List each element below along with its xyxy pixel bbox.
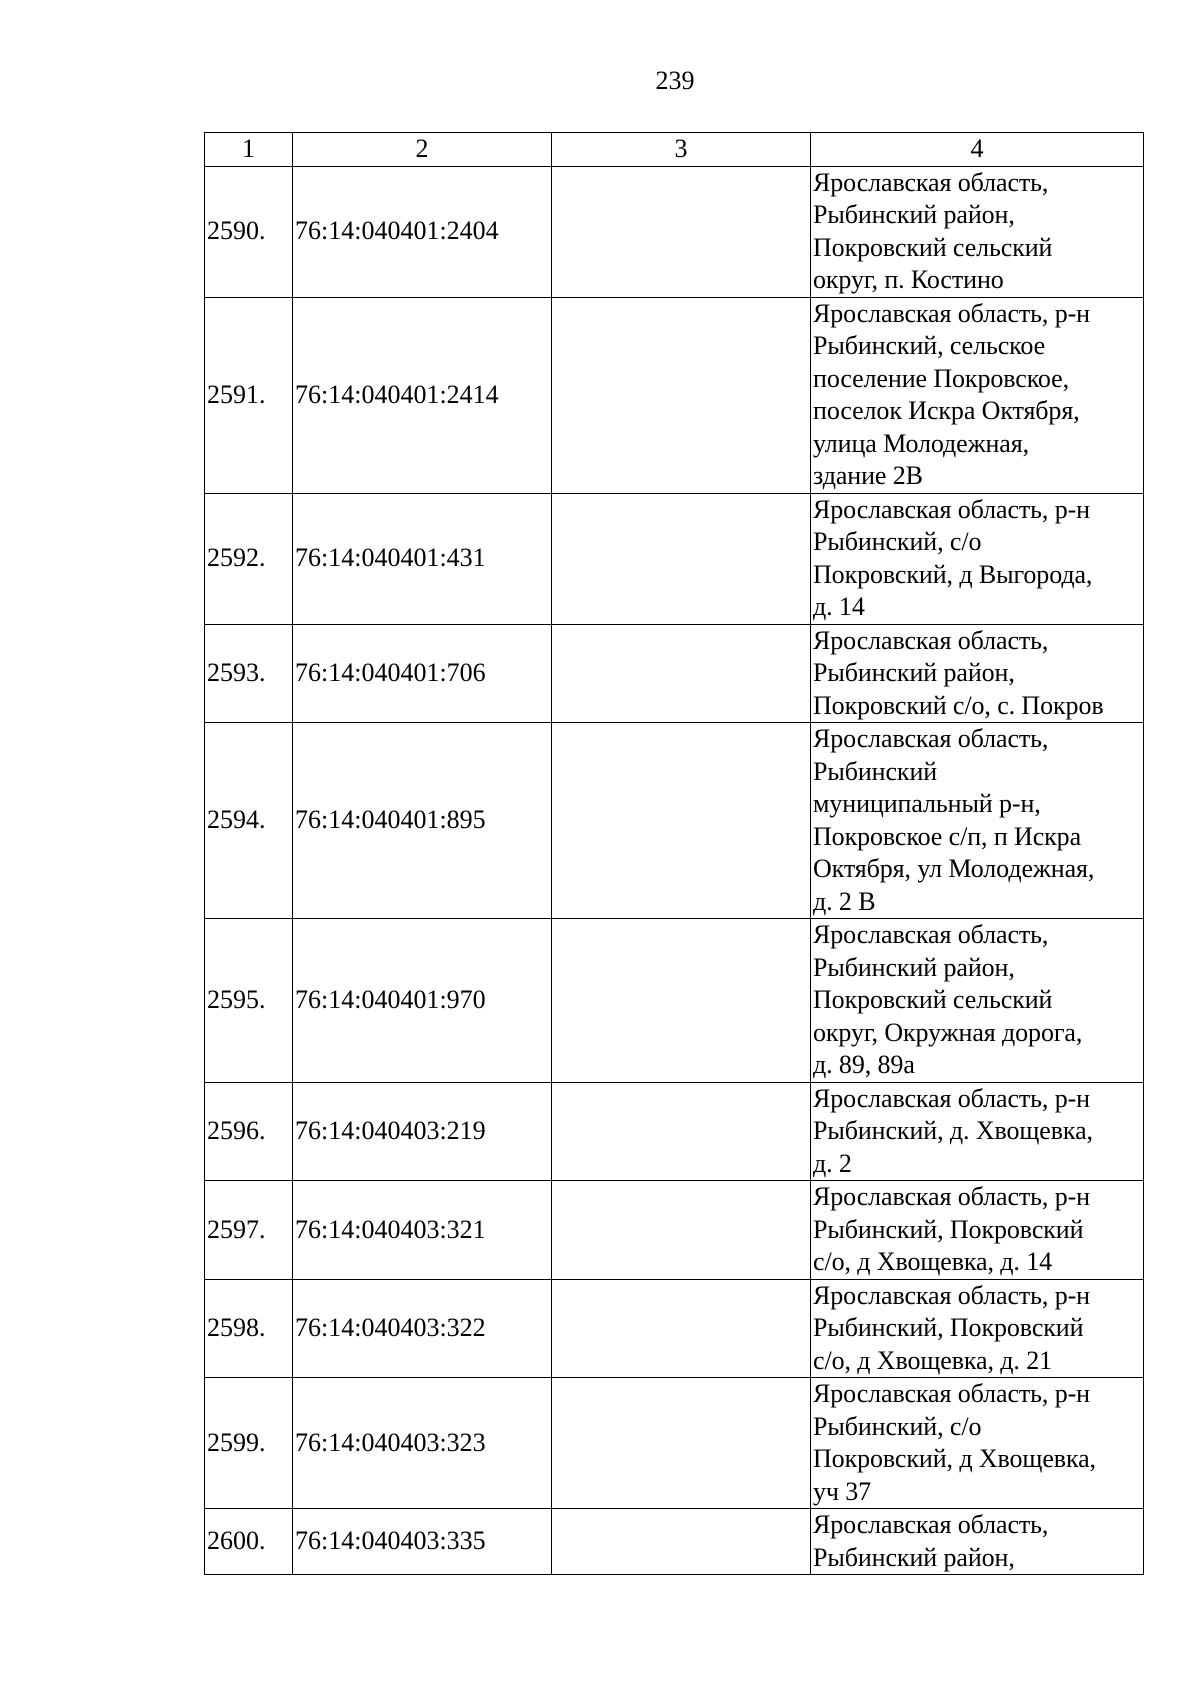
empty-cell (552, 166, 811, 297)
row-number: 2594. (205, 723, 293, 919)
address-cell: Ярославская область, р-н Рыбинский, Покровский с/о, д Хвощевка, д. 21 (811, 1279, 1144, 1378)
address-cell: Ярославская область, р-н Рыбинский, с/о Покровский, д Выгорода, д. 14 (811, 493, 1144, 624)
table-row (205, 166, 1144, 297)
empty-cell (552, 1279, 811, 1378)
empty-cell (552, 297, 811, 493)
table-row (205, 919, 1144, 1083)
row-number: 2600. (205, 1509, 293, 1575)
table-row (205, 1509, 1144, 1575)
cadastral-number: 76:14:040401:2404 (293, 166, 552, 297)
cadastral-number: 76:14:040403:335 (293, 1509, 552, 1575)
table-row (205, 493, 1144, 624)
page-number: 239 (655, 66, 695, 95)
row-number: 2596. (205, 1082, 293, 1181)
empty-cell (552, 1509, 811, 1575)
empty-cell (552, 1181, 811, 1280)
table-row (205, 1279, 1144, 1378)
address-cell: Ярославская область, Рыбинский муниципальный р-н, Покровское с/п, п Искра Октября, ул Молодежная, д. 2 В (811, 723, 1144, 919)
table-row (205, 297, 1144, 493)
row-number: 2590. (205, 166, 293, 297)
table-row (205, 1082, 1144, 1181)
address-cell: Ярославская область, Рыбинский район, Покровский с/о, с. Покров (811, 624, 1144, 723)
empty-cell (552, 1082, 811, 1181)
empty-cell (552, 624, 811, 723)
row-number: 2598. (205, 1279, 293, 1378)
table-row (205, 1378, 1144, 1509)
row-number: 2599. (205, 1378, 293, 1509)
empty-cell (552, 723, 811, 919)
row-number: 2591. (205, 297, 293, 493)
cadastral-number: 76:14:040401:431 (293, 493, 552, 624)
cadastral-number: 76:14:040403:219 (293, 1082, 552, 1181)
cadastral-number: 76:14:040401:706 (293, 624, 552, 723)
address-cell: Ярославская область, Рыбинский район, (811, 1509, 1144, 1575)
cadastral-number: 76:14:040403:322 (293, 1279, 552, 1378)
cadastral-number: 76:14:040403:323 (293, 1378, 552, 1509)
cadastral-number: 76:14:040403:321 (293, 1181, 552, 1280)
empty-cell (552, 919, 811, 1083)
row-number: 2597. (205, 1181, 293, 1280)
empty-cell (552, 493, 811, 624)
cadastral-number: 76:14:040401:970 (293, 919, 552, 1083)
row-number: 2595. (205, 919, 293, 1083)
row-number: 2593. (205, 624, 293, 723)
cadastral-number: 76:14:040401:895 (293, 723, 552, 919)
table-row (205, 1181, 1144, 1280)
column-header-3: 3 (552, 133, 811, 167)
empty-cell (552, 1378, 811, 1509)
address-cell: Ярославская область, р-н Рыбинский, сельское поселение Покровское, поселок Искра Октября, улица Молодежная, здание 2В (811, 297, 1144, 493)
column-header-2: 2 (293, 133, 552, 167)
address-cell: Ярославская область, р-н Рыбинский, Покровский с/о, д Хвощевка, д. 14 (811, 1181, 1144, 1280)
table-row (205, 624, 1144, 723)
address-cell: Ярославская область, р-н Рыбинский, с/о Покровский, д Хвощевка, уч 37 (811, 1378, 1144, 1509)
table-row (205, 723, 1144, 919)
column-header-1: 1 (205, 133, 293, 167)
address-cell: Ярославская область, Рыбинский район, Покровский сельский округ, Окружная дорога, д. 89, 89а (811, 919, 1144, 1083)
address-cell: Ярославская область, р-н Рыбинский, д. Хвощевка, д. 2 (811, 1082, 1144, 1181)
table-header-row (205, 133, 1144, 167)
column-header-4: 4 (811, 133, 1144, 167)
row-number: 2592. (205, 493, 293, 624)
registry-table (204, 132, 1144, 1575)
address-cell: Ярославская область, Рыбинский район, Покровский сельский округ, п. Костино (811, 166, 1144, 297)
cadastral-number: 76:14:040401:2414 (293, 297, 552, 493)
